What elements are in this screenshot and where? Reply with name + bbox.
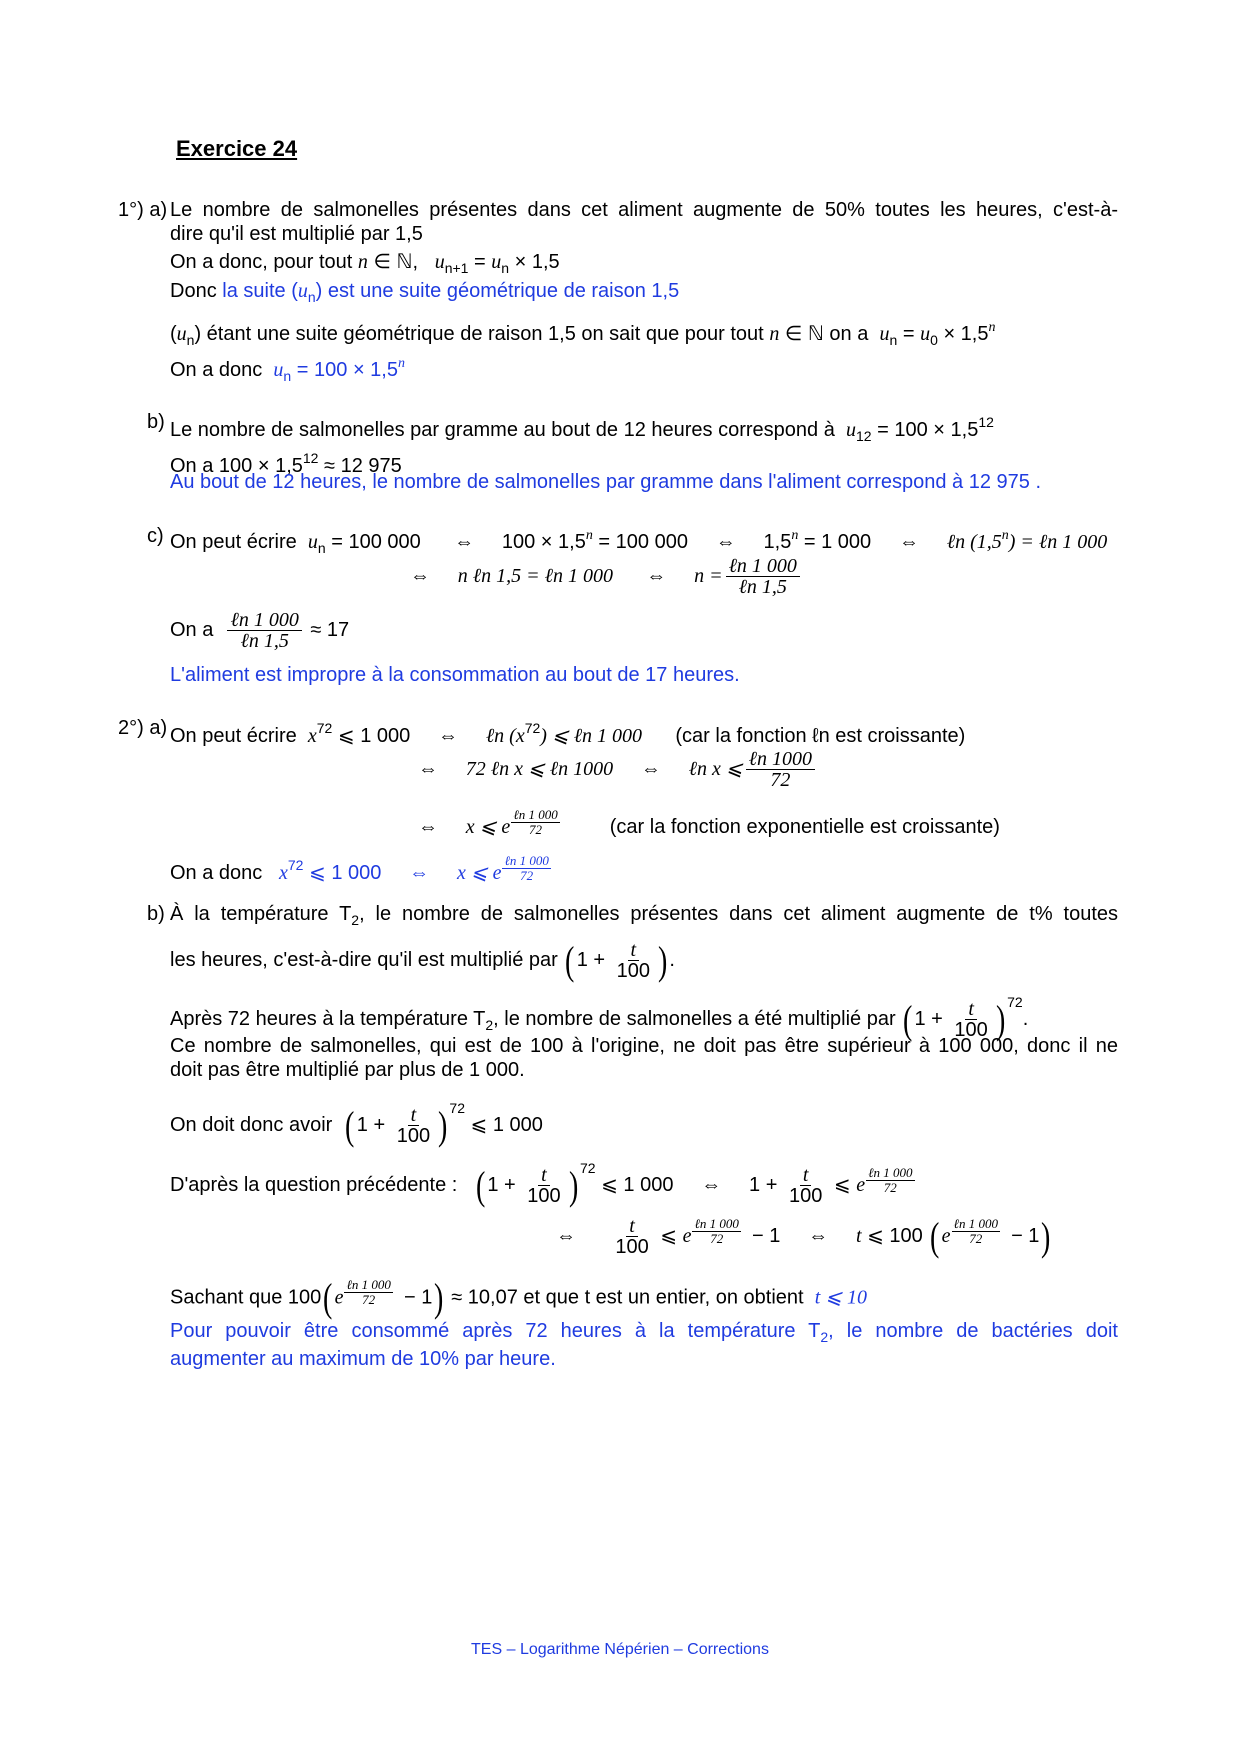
q2a-conclusion: On a donc $x^{72}$ ⩽ 1 000 ⇔ x ⩽ e ℓn 1 000 72 [170,853,549,884]
q1a-donc-line: Donc la suite $(u_n)$ est une suite géométrique de raison 1,5 [170,280,680,305]
q1b-label: b) [147,411,165,433]
q2b-text-line4: Ce nombre de salmonelles, qui est de 100 à l'origine, ne doit pas être supérieur à 100 000, donc il ne [170,1035,1118,1057]
page-footer: TES – Logarithme Népérien – Corrections [471,1641,769,1658]
q2b-conclusion-line1: Pour pouvoir être consommé après 72 heures à la température $T_2$, le nombre de bactéries doit [170,1320,1118,1345]
question-1-number: 1°) a) [118,199,168,221]
q2b-derivation-line1: D'après la question précédente : (1 + $\frac{t}{100}$ ) $^{72}$ ⩽ 1 000 ⇔ 1 + $\frac{t}{100}$ ⩽ e ℓn 1 000 72 [170,1160,913,1208]
q1a-recurrence: On a donc, pour tout n ∈ ℕ, $u_{n+1} = u_n \times 1,5$ [170,251,560,276]
q2b-condition: On doit donc avoir (1 + $\frac{t}{100}$ ) $^{72}$ ⩽ 1 000 [170,1100,543,1148]
q2b-text-line5: doit pas être multiplié par plus de 1 000. [170,1059,525,1081]
q2b-text-line1: À la température $T_2$, le nombre de salmonelles présentes dans cet aliment augmente de t% toutes [170,903,1119,928]
q1a-text-line1: Le nombre de salmonelles présentes dans cet aliment augmente de 50% toutes les heures, c'est-à- [170,199,1118,221]
q2a-equation-line1: On peut écrire $x^{72}$ ⩽ 1 000 ⇔ ℓn $(x^{72})$ ⩽ ℓn 1 000 (car la fonction ℓn est croissante) [170,720,966,747]
q1c-label: c) [147,525,164,547]
q2b-numeric-result: Sachant que 100(e ℓn 1 000 72 − 1) ≈ 10,07 et que t est un entier, on obtient t ⩽ 10 [170,1275,868,1320]
q2a-equation-line2: ⇔ 72 ℓn x ⩽ ℓn 1000 ⇔ ℓn x ⩽ $\frac{\text{ℓn 1000}}{72}$ [418,749,818,790]
q2b-text-line3: Après 72 heures à la température $T_2$, le nombre de salmonelles a été multiplié par (1 + $\frac{t}{100}$ ) $^{72}$. [170,994,1029,1042]
q1c-conclusion: L'aliment est impropre à la consommation au bout de 17 heures. [170,664,740,686]
page-title: Exercice 24 [176,136,298,161]
q2a-equation-line3: ⇔ x ⩽ e ℓn 1 000 72 (car la fonction exponentielle est croissante) [418,807,1000,838]
q1b-conclusion: Au bout de 12 heures, le nombre de salmonelles par gramme dans l'aliment correspond à 12 975 . [170,471,1041,493]
q1a-text-line2: dire qu'il est multiplié par 1,5 [170,223,423,245]
q1b-text-line1: Le nombre de salmonelles par gramme au bout de 12 heures correspond à $u_{12} = 100 \times 1,5^{12}$ [170,414,994,444]
q1a-result: On a donc $u_n = 100 \times 1,5^n$ [170,356,405,384]
q1c-equation-line2: ⇔ n ℓn 1,5 = ℓn 1 000 ⇔ n = $\frac{\text{ℓn 1 000}}{\text{ℓn 1,5}}$ [410,556,803,597]
q1a-general-term: $(u_n)$ étant une suite géométrique de raison 1,5 on sait que pour tout n ∈ ℕ on a $u_n = u_0 \times 1,5^n$ [170,320,996,348]
question-2-number: 2°) a) [118,717,168,739]
q1b-text-line2: On a $100 \times 1,5^{12} \approx 12$ 975 [170,450,402,477]
q2b-conclusion-line2: augmenter au maximum de 10% par heure. [170,1348,556,1370]
q1c-equation-line1: On peut écrire $u_n = 100$ 000 ⇔ $100 \times 1,5^n = 100$ 000 ⇔ 1,5$^n$ = 1 000 ⇔ ℓn $(1,5^n)$ = ℓn 1 000 [170,528,1108,556]
q2b-text-line2: les heures, c'est-à-dire qu'il est multiplié par (1 + $\frac{t}{100}$ ). [170,937,675,983]
q1c-approx: On a $\frac{\text{ℓn 1 000}}{\text{ℓn 1,5}}$ ≈ 17 [170,609,350,652]
q2b-derivation-line2: ⇔ $\frac{t}{100}$ ⩽ e ℓn 1 000 72 − 1 ⇔ t ⩽ 100 (e ℓn 1 000 72 − 1) [556,1213,1051,1259]
q2b-label: b) [147,903,165,925]
